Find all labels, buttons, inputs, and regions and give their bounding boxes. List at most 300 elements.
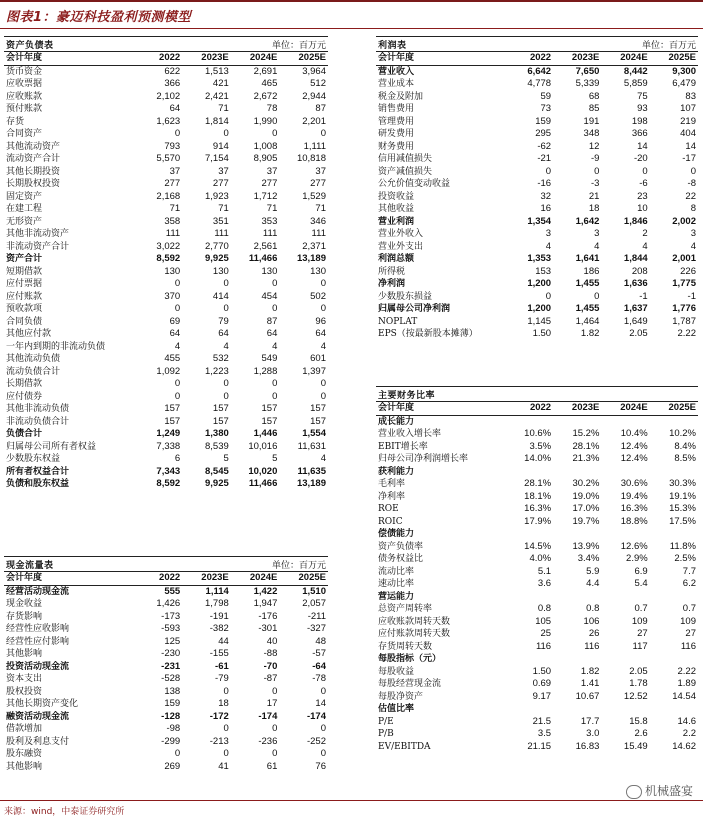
balance-row xyxy=(4,441,328,454)
ratios-cell: 3.0 xyxy=(586,728,600,739)
cashflow-row-label: 股利及利息支付 xyxy=(6,736,70,747)
balance-cell: 157 xyxy=(261,403,278,414)
cashflow-cell: -70 xyxy=(263,660,278,672)
cashflow-cell: 17 xyxy=(266,698,278,709)
cashflow-row xyxy=(4,748,328,761)
cashflow-cell: 1,798 xyxy=(205,598,229,609)
cashflow-cell: -98 xyxy=(166,723,181,734)
balance-cell: 3,964 xyxy=(302,65,326,77)
ratios-column-header: 2023E xyxy=(553,402,601,415)
balance-cell: 0 xyxy=(272,378,278,389)
balance-cell: 157 xyxy=(212,415,229,427)
balance-cell: 0 xyxy=(174,390,181,402)
balance-row xyxy=(4,228,328,241)
cashflow-row-label: 股东融资 xyxy=(6,749,43,759)
ratios-column-header: 2022 xyxy=(505,402,553,415)
balance-cell: 512 xyxy=(310,78,326,89)
balance-row-label: 其他长期投资 xyxy=(6,166,61,177)
balance-row xyxy=(4,391,328,404)
balance-cell: 1,623 xyxy=(156,115,181,127)
cashflow-cell: 1,114 xyxy=(205,585,229,597)
ratios-row-label: 总资产周转率 xyxy=(378,604,433,614)
income-row xyxy=(376,91,698,104)
income-cell: 1,642 xyxy=(575,215,600,227)
balance-cell: 1,814 xyxy=(205,115,229,127)
balance-cell: 5,570 xyxy=(156,153,181,164)
income-cell: 18 xyxy=(588,203,600,214)
ratios-row-label: 应收账款周转天数 xyxy=(378,616,451,627)
income-cell: 4 xyxy=(594,240,600,252)
income-cell: 198 xyxy=(631,115,648,127)
balance-cell: 370 xyxy=(164,290,181,302)
ratios-cell: 0.8 xyxy=(537,603,552,614)
ratios-cell: 105 xyxy=(535,615,552,627)
income-cell: 2,002 xyxy=(672,215,696,227)
ratios-cell: 12.52 xyxy=(623,690,648,702)
ratios-cell: 21.5 xyxy=(532,715,552,727)
balance-row-label: 其他流动负债 xyxy=(6,354,61,364)
ratios-row-label: P/E xyxy=(378,716,394,727)
ratios-row-label: ROIC xyxy=(378,516,403,527)
balance-cell: 0 xyxy=(272,303,278,314)
income-cell: 75 xyxy=(637,90,648,102)
balance-cell: 2,421 xyxy=(205,90,229,102)
income-row xyxy=(376,303,698,316)
income-cell: 159 xyxy=(535,115,552,127)
cashflow-cell: 61 xyxy=(266,760,278,772)
cashflow-table xyxy=(4,572,328,773)
balance-cell: 277 xyxy=(164,178,181,189)
income-row-label: 管理费用 xyxy=(378,116,415,127)
cashflow-cell: -593 xyxy=(161,623,181,634)
balance-cell: 71 xyxy=(315,203,326,214)
balance-cell: 0 xyxy=(223,390,229,402)
balance-cell: 0 xyxy=(223,128,229,139)
ratios-cell: 5.4 xyxy=(634,578,648,589)
ratios-cell: 10.4% xyxy=(620,428,648,439)
income-cell: 23 xyxy=(637,190,648,202)
income-row-label: 少数股东损益 xyxy=(378,291,433,302)
balance-cell: 4 xyxy=(272,340,278,352)
balance-cell: 0 xyxy=(320,390,326,402)
income-row xyxy=(376,216,698,229)
ratios-cell: 3.6 xyxy=(537,578,552,589)
balance-cell: 0 xyxy=(320,128,326,139)
balance-cell: 1,111 xyxy=(303,140,326,152)
balance-cell: 10,020 xyxy=(248,465,278,477)
ratios-cell: 14.0% xyxy=(524,453,552,464)
balance-cell: 1,380 xyxy=(205,428,229,439)
cashflow-cell: -174 xyxy=(306,710,326,722)
cashflow-cell: 1,426 xyxy=(156,598,181,609)
ratios-cell: 10.2% xyxy=(669,428,696,439)
income-row xyxy=(376,153,698,166)
balance-cell: 1,008 xyxy=(253,140,278,152)
balance-cell: 0 xyxy=(174,278,181,289)
income-cell: 1,641 xyxy=(575,253,600,264)
income-row xyxy=(376,228,698,241)
cashflow-cell: -231 xyxy=(161,660,181,672)
cashflow-cell: 1,510 xyxy=(302,585,326,597)
income-row xyxy=(376,241,698,254)
ratios-cell: 14.62 xyxy=(672,740,696,752)
ratios-row-label: 成长能力 xyxy=(378,416,415,427)
balance-row xyxy=(4,78,328,91)
income-row-label: 营业利润 xyxy=(378,216,415,227)
income-cell: 1.50 xyxy=(532,328,552,339)
income-row-label: 公允价值变动收益 xyxy=(378,179,451,189)
balance-cell: 157 xyxy=(310,415,326,427)
ratios-panel xyxy=(376,386,698,753)
cashflow-cell: -211 xyxy=(307,610,326,622)
income-cell: -20 xyxy=(633,153,648,164)
income-cell: 6,479 xyxy=(672,78,696,89)
balance-row-label: 非流动负债合计 xyxy=(6,416,70,427)
ratios-cell: 2.22 xyxy=(677,665,696,677)
ratios-row xyxy=(376,603,698,616)
cashflow-row-label: 其他影响 xyxy=(6,649,43,659)
balance-row-label: 负债和股东权益 xyxy=(6,479,70,489)
cashflow-row-label: 现金收益 xyxy=(6,599,43,609)
ratios-cell: 2.05 xyxy=(629,665,648,677)
ratios-row-label: EV/EBITDA xyxy=(378,741,431,752)
balance-cell: 346 xyxy=(310,215,326,227)
balance-row-label: 所有者权益合计 xyxy=(6,466,70,477)
income-cell: -6 xyxy=(639,178,648,189)
balance-sheet-table xyxy=(4,52,328,491)
income-cell: 83 xyxy=(685,90,696,102)
balance-row-label: 其他非流动负债 xyxy=(6,404,70,414)
top-rule xyxy=(0,0,703,2)
ratios-row-label: 速动比率 xyxy=(378,579,415,589)
income-column-header: 2023E xyxy=(553,52,601,65)
income-cell: -3 xyxy=(590,178,600,189)
income-cell: 2 xyxy=(642,228,648,239)
balance-column-header: 2024E xyxy=(231,52,280,65)
balance-row-label: 资产合计 xyxy=(6,254,43,264)
cashflow-header xyxy=(4,556,328,572)
balance-cell: 455 xyxy=(164,353,181,364)
balance-row xyxy=(4,253,328,266)
balance-row-label: 负债合计 xyxy=(6,429,43,439)
balance-sheet-panel xyxy=(4,36,328,491)
balance-row xyxy=(4,466,328,479)
balance-row-label: 无形资产 xyxy=(6,216,43,227)
income-cell: -16 xyxy=(537,178,552,189)
ratios-row-label: 应付账款周转天数 xyxy=(378,629,451,639)
cashflow-row xyxy=(4,761,328,774)
balance-cell: 2,168 xyxy=(156,190,181,202)
balance-cell: 2,102 xyxy=(156,90,181,102)
balance-row xyxy=(4,65,328,78)
ratios-cell: 8.5% xyxy=(674,453,696,464)
income-cell: -21 xyxy=(537,153,552,164)
ratios-cell xyxy=(601,703,649,716)
income-cell: 1,353 xyxy=(527,253,552,264)
balance-row-label: 非流动资产合计 xyxy=(6,241,70,252)
cashflow-row xyxy=(4,598,328,611)
balance-cell: 0 xyxy=(223,303,229,314)
income-column-header: 会计年度 xyxy=(376,52,505,65)
ratios-row xyxy=(376,728,698,741)
ratios-table xyxy=(376,402,698,753)
ratios-cell: 9.17 xyxy=(532,690,552,702)
income-cell: 2,001 xyxy=(672,253,696,264)
ratios-cell: 1.82 xyxy=(580,665,600,677)
balance-cell: 0 xyxy=(174,303,181,314)
cashflow-cell: -87 xyxy=(263,673,278,684)
cashflow-row-label: 融资活动现金流 xyxy=(6,711,70,722)
balance-cell: 37 xyxy=(218,165,229,177)
balance-cell: 1,446 xyxy=(253,428,278,439)
income-cell: 14 xyxy=(637,140,648,152)
income-cell: 1,776 xyxy=(672,303,696,314)
income-row-label: 税金及附加 xyxy=(378,91,424,102)
income-cell: 0 xyxy=(690,165,696,177)
cashflow-column-header: 2023E xyxy=(182,572,231,585)
ratios-row xyxy=(376,703,698,716)
balance-column-header: 会计年度 xyxy=(4,52,134,65)
income-cell: 1,354 xyxy=(527,215,552,227)
cashflow-cell: -213 xyxy=(209,735,229,747)
cashflow-cell: 0 xyxy=(320,748,326,759)
income-row-label: 销售费用 xyxy=(378,104,415,114)
balance-column-header: 2023E xyxy=(182,52,231,65)
cashflow-cell: 0 xyxy=(320,723,326,734)
ratios-cell: 16.3% xyxy=(620,503,648,514)
ratios-cell: 116 xyxy=(584,640,600,652)
ratios-cell: 0.69 xyxy=(532,678,552,689)
balance-row-label: 预收款项 xyxy=(6,304,43,314)
balance-row-label: 流动负债合计 xyxy=(6,366,61,377)
cashflow-cell: 2,057 xyxy=(302,598,326,609)
balance-cell: 157 xyxy=(212,403,229,414)
cashflow-cell: -61 xyxy=(215,660,229,672)
balance-cell: 71 xyxy=(218,103,229,114)
ratios-cell: 17.9% xyxy=(524,515,552,527)
income-row-label: EPS（按最新股本摊薄） xyxy=(378,329,478,339)
balance-cell: 8,905 xyxy=(253,153,278,164)
income-row-label: 净利润 xyxy=(378,279,406,289)
ratios-cell xyxy=(505,653,553,666)
income-cell: 6,642 xyxy=(527,65,552,77)
income-row xyxy=(376,178,698,191)
ratios-row-label: 存货周转天数 xyxy=(378,641,433,652)
balance-cell: 2,770 xyxy=(205,240,229,252)
ratios-row xyxy=(376,541,698,554)
balance-cell: 157 xyxy=(164,415,181,427)
balance-row xyxy=(4,291,328,304)
balance-cell: 1,554 xyxy=(302,428,326,439)
ratios-cell xyxy=(553,466,601,479)
cashflow-cell: -64 xyxy=(312,660,326,672)
ratios-row-label: 每股收益 xyxy=(378,666,415,677)
watermark-text: 机械盛宴 xyxy=(644,784,693,798)
ratios-cell xyxy=(650,591,698,604)
income-cell: 8,442 xyxy=(623,65,648,77)
ratios-cell: 16.3% xyxy=(524,503,552,514)
balance-row-label: 应收账款 xyxy=(6,91,43,102)
income-cell: 1,636 xyxy=(623,278,648,289)
ratios-row xyxy=(376,428,698,441)
balance-cell: 11,466 xyxy=(248,253,278,264)
ratios-cell xyxy=(553,415,601,428)
ratios-cell: 17.0% xyxy=(572,503,600,514)
income-cell: 191 xyxy=(583,115,600,127)
income-header xyxy=(376,36,698,52)
ratios-cell xyxy=(505,415,553,428)
ratios-row-label: 资产负债率 xyxy=(378,541,424,552)
income-cell: 21 xyxy=(588,190,600,202)
balance-cell: 8,539 xyxy=(205,440,229,452)
income-panel xyxy=(376,36,698,341)
balance-cell: 4 xyxy=(174,340,181,352)
income-cell: -62 xyxy=(537,140,552,152)
balance-row-label: 长期借款 xyxy=(6,379,43,389)
cashflow-cell: 159 xyxy=(164,698,181,709)
ratios-cell: 14.5% xyxy=(524,540,552,552)
cashflow-cell: -79 xyxy=(215,673,229,684)
ratios-cell: 116 xyxy=(535,640,552,652)
cashflow-cell: -78 xyxy=(312,673,326,684)
cashflow-cell: -236 xyxy=(258,735,278,747)
ratios-row-label: 每股指标（元） xyxy=(378,654,442,664)
cashflow-row xyxy=(4,623,328,636)
cashflow-row-label: 经营性应付影响 xyxy=(6,636,70,647)
balance-row xyxy=(4,153,328,166)
cashflow-cell: -88 xyxy=(263,648,278,659)
ratios-row xyxy=(376,453,698,466)
income-cell: 0 xyxy=(545,165,552,177)
balance-row-label: 货币资金 xyxy=(6,66,43,77)
balance-cell: 2,561 xyxy=(253,240,278,252)
cashflow-cell: 555 xyxy=(164,585,181,597)
income-cell: 2.22 xyxy=(677,328,696,339)
balance-cell: 71 xyxy=(266,203,278,214)
balance-cell: 111 xyxy=(311,228,326,239)
ratios-cell: 109 xyxy=(680,615,696,627)
balance-row xyxy=(4,103,328,116)
ratios-cell: 12.4% xyxy=(620,453,648,464)
balance-row xyxy=(4,141,328,154)
income-cell: 5,339 xyxy=(575,78,600,89)
income-cell: 93 xyxy=(637,103,648,114)
balance-row-label: 一年内到期的非流动负债 xyxy=(6,341,106,352)
cashflow-cell: 0 xyxy=(320,685,326,697)
ratios-cell: 3.5% xyxy=(529,440,552,452)
balance-cell: 11,631 xyxy=(297,440,326,452)
balance-cell: 11,466 xyxy=(248,478,278,489)
balance-cell: 1,990 xyxy=(253,115,278,127)
balance-cell: 8,545 xyxy=(205,465,229,477)
cashflow-row xyxy=(4,711,328,724)
income-cell: 14 xyxy=(685,140,696,152)
balance-row-label: 长期股权投资 xyxy=(6,179,61,189)
income-cell: 7,650 xyxy=(575,65,600,77)
balance-row-label: 应付债券 xyxy=(6,391,43,402)
balance-cell: 87 xyxy=(266,315,278,327)
balance-cell: 421 xyxy=(212,78,229,89)
ratios-cell xyxy=(601,653,649,666)
cashflow-row xyxy=(4,585,328,598)
cashflow-row xyxy=(4,611,328,624)
income-row xyxy=(376,65,698,78)
income-row-label: 所得税 xyxy=(378,266,406,277)
ratios-cell: 2.6 xyxy=(634,728,648,739)
cashflow-row xyxy=(4,698,328,711)
ratios-row-label: 毛利率 xyxy=(378,479,406,489)
ratios-cell: 28.1% xyxy=(572,440,600,452)
balance-sheet-title: 资产负债表 xyxy=(6,41,54,51)
income-cell: 1,844 xyxy=(623,253,648,264)
balance-cell: 414 xyxy=(212,290,229,302)
income-cell: 4,778 xyxy=(527,78,552,89)
income-cell: 366 xyxy=(631,128,648,139)
cashflow-cell: -299 xyxy=(161,735,181,747)
ratios-cell xyxy=(650,703,698,716)
income-row-label: 归属母公司净利润 xyxy=(378,304,451,314)
ratios-cell: 5.1 xyxy=(537,565,552,577)
ratios-cell: 4.0% xyxy=(529,553,552,564)
income-column-header: 2022 xyxy=(505,52,553,65)
balance-row xyxy=(4,366,328,379)
balance-cell: 37 xyxy=(266,165,278,177)
income-cell: 1,455 xyxy=(575,278,600,289)
balance-cell: 532 xyxy=(212,353,229,364)
ratios-cell xyxy=(553,703,601,716)
ratios-row xyxy=(376,591,698,604)
balance-row xyxy=(4,278,328,291)
income-cell: 1,145 xyxy=(527,315,552,327)
balance-cell: 8,592 xyxy=(156,253,181,264)
ratios-row xyxy=(376,566,698,579)
ratios-cell xyxy=(650,528,698,541)
balance-row xyxy=(4,91,328,104)
cashflow-row xyxy=(4,636,328,649)
ratios-cell: 1.41 xyxy=(580,678,600,689)
balance-cell: 549 xyxy=(261,353,278,364)
income-cell: 1,787 xyxy=(672,315,696,327)
income-unit: 单位：百万元 xyxy=(641,41,696,51)
ratios-cell: 2.9% xyxy=(626,553,648,564)
balance-cell: 111 xyxy=(262,228,278,239)
balance-row xyxy=(4,266,328,279)
cashflow-cell: 1,947 xyxy=(253,598,278,609)
ratios-cell: 2.2 xyxy=(682,728,696,739)
ratios-cell: 19.0% xyxy=(572,490,600,502)
ratios-cell: 10.6% xyxy=(524,428,552,439)
balance-cell: 2,371 xyxy=(302,240,326,252)
income-cell: -9 xyxy=(590,153,600,164)
ratios-cell xyxy=(601,528,649,541)
income-cell: 1,637 xyxy=(623,303,648,314)
ratios-cell: 5.9 xyxy=(586,565,600,577)
balance-row xyxy=(4,191,328,204)
balance-cell: 4 xyxy=(320,340,326,352)
ratios-cell: 117 xyxy=(632,640,648,652)
ratios-row-label: 营运能力 xyxy=(378,591,415,602)
balance-cell: 87 xyxy=(315,103,326,114)
cashflow-row-label: 其他影响 xyxy=(6,761,43,772)
balance-cell: 130 xyxy=(310,265,326,277)
ratios-cell: 13.9% xyxy=(572,540,600,552)
ratios-row-label: 营业收入增长率 xyxy=(378,429,442,439)
income-cell: 1.82 xyxy=(580,328,600,339)
ratios-cell xyxy=(601,466,649,479)
balance-cell: 0 xyxy=(174,378,181,389)
balance-column-header-row xyxy=(4,52,328,65)
income-cell: 1,846 xyxy=(623,215,648,227)
